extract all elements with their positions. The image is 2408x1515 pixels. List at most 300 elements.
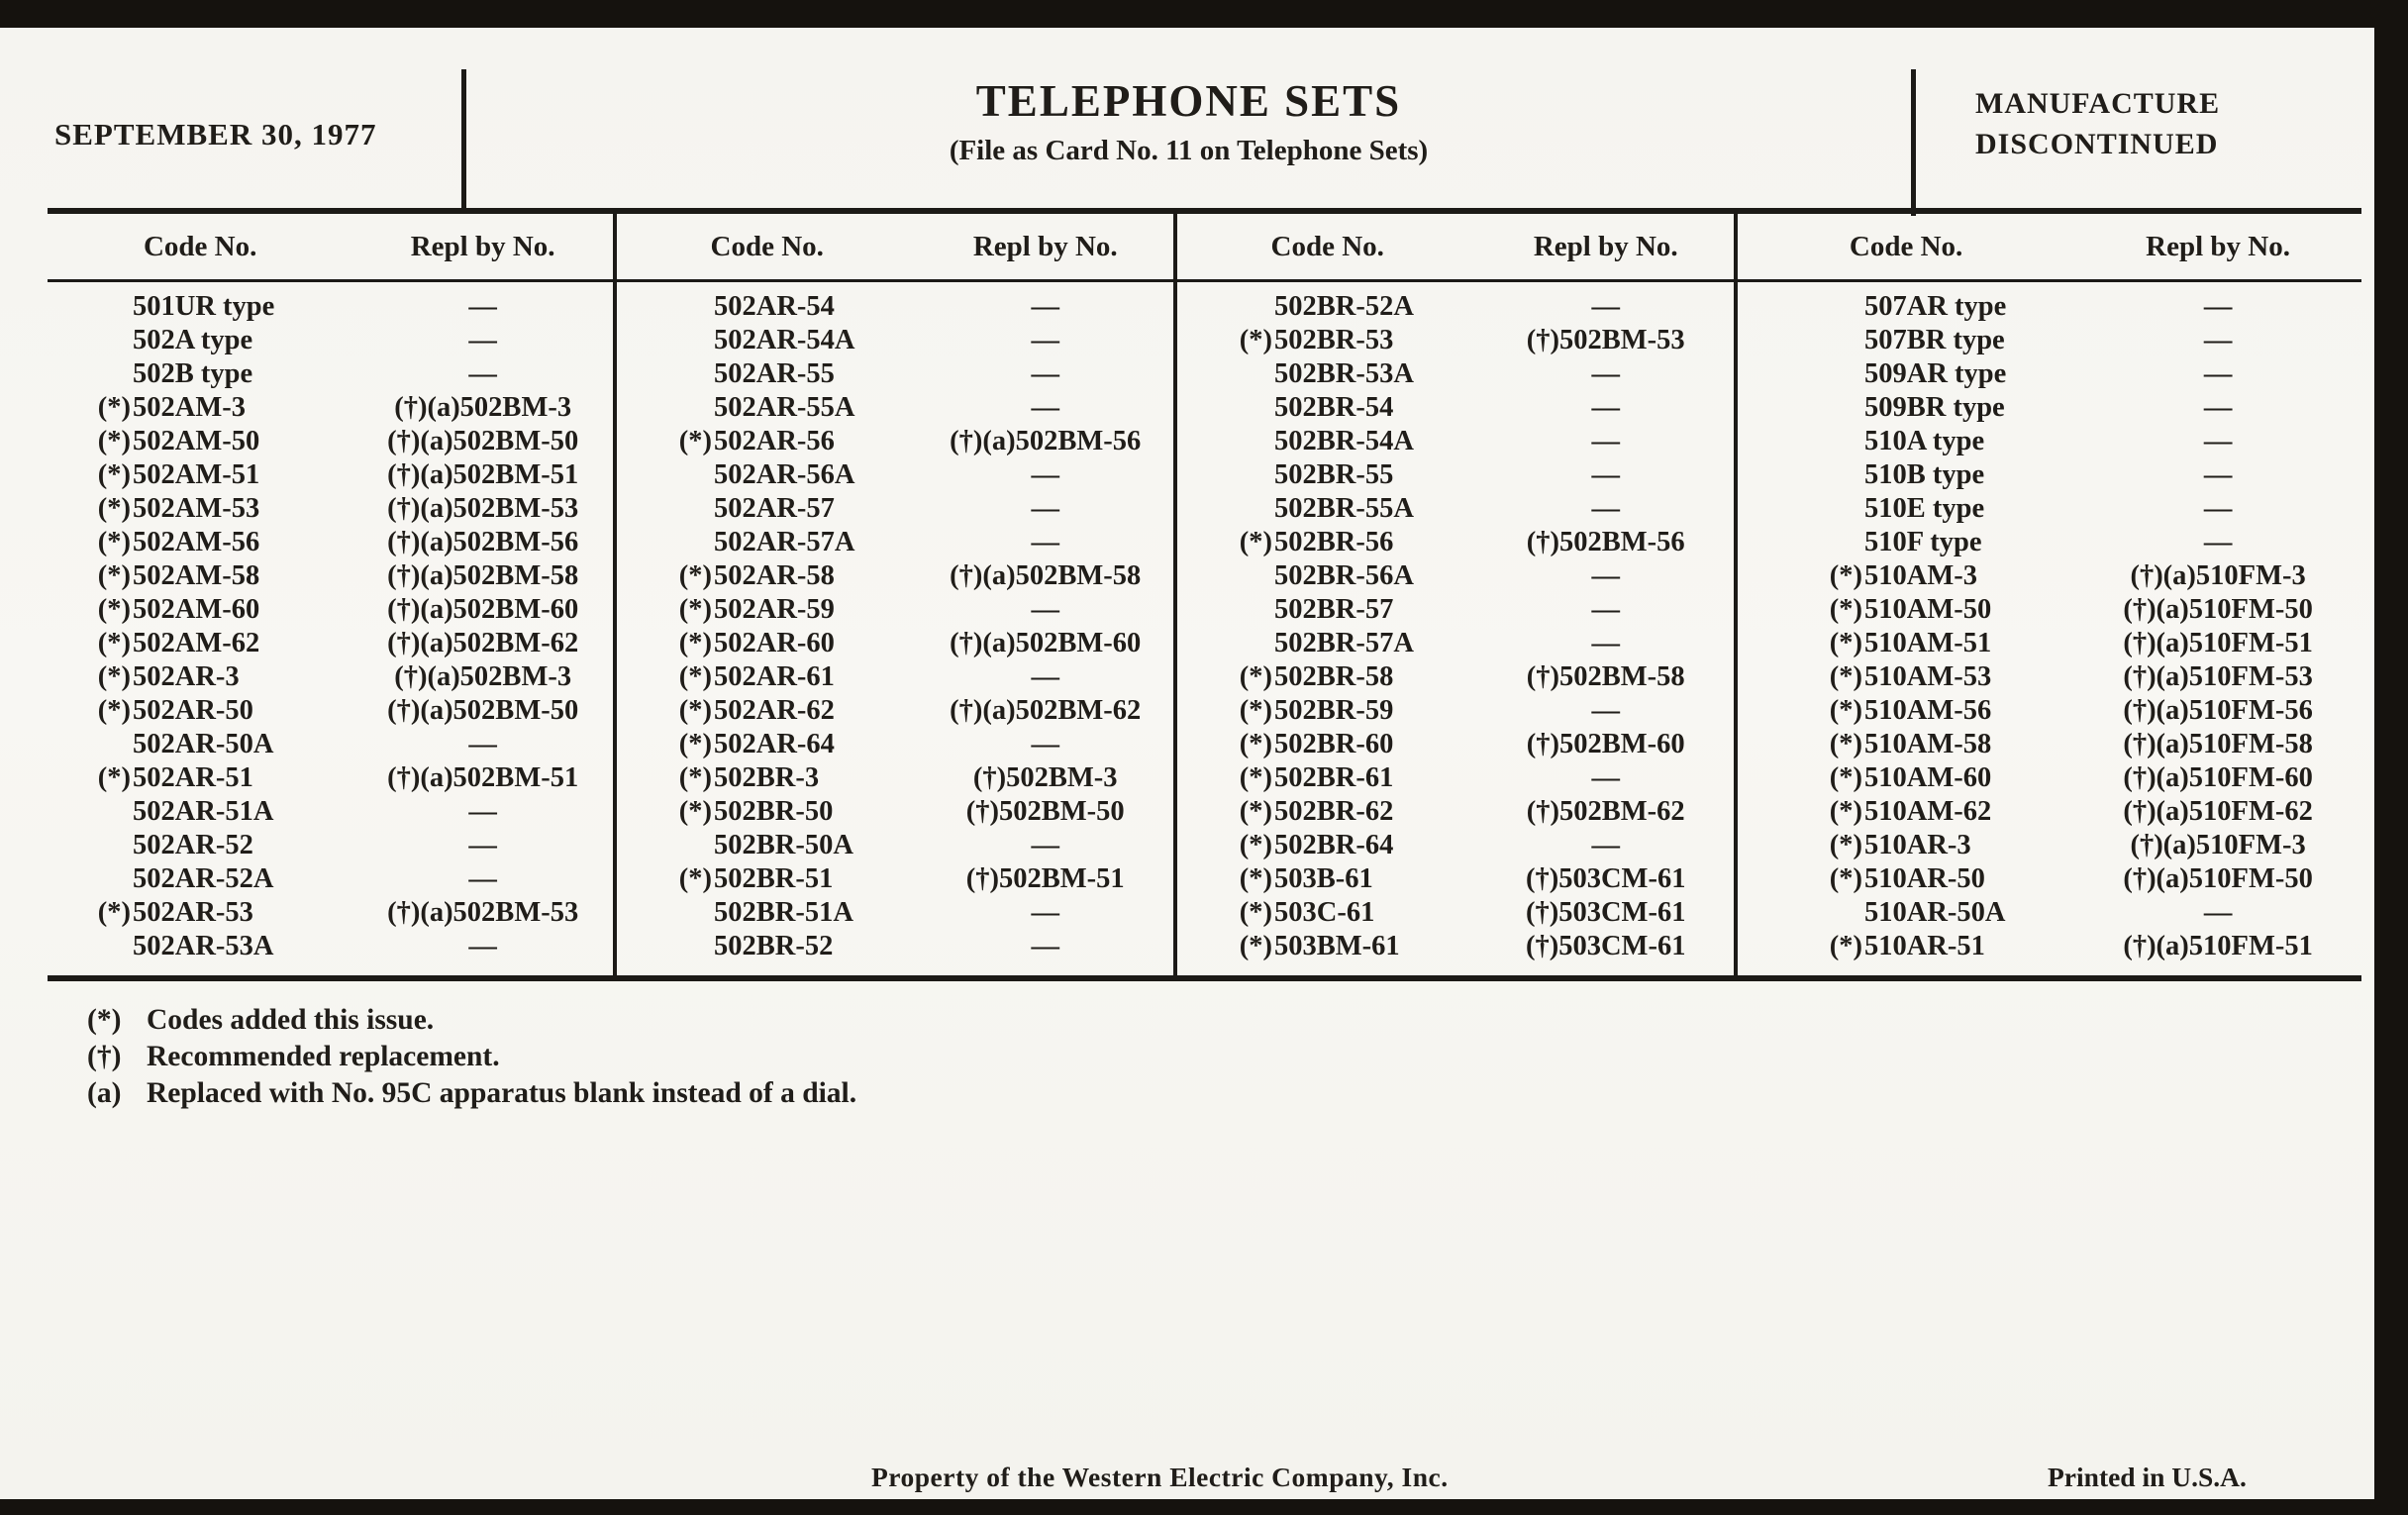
code-number: 510AM-60 xyxy=(1864,762,1992,793)
code-cell xyxy=(1177,291,1477,323)
code-prefix: (*) xyxy=(97,527,131,557)
repl-cell: (†)(a)510FM-53 xyxy=(2123,661,2313,692)
code-number: 509BR type xyxy=(1864,392,2005,423)
repl-cell: — xyxy=(1591,426,1620,456)
code-prefix xyxy=(48,796,131,828)
code-cell xyxy=(48,527,352,558)
table-row xyxy=(48,425,613,458)
code-number: 502AR-57 xyxy=(714,493,835,524)
column-header-code: Code No. xyxy=(710,230,824,262)
code-cell xyxy=(48,830,352,861)
property-notice: Property of the Western Electric Company, Inc. xyxy=(871,1462,1449,1492)
code-cell xyxy=(617,426,917,457)
code-prefix: (*) xyxy=(1239,325,1272,355)
table-row xyxy=(617,593,1173,627)
repl-cell: (†)(a)502BM-51 xyxy=(387,762,579,793)
repl-cell: (†)(a)502BM-56 xyxy=(950,426,1142,456)
code-cell xyxy=(617,459,917,491)
code-cell xyxy=(1177,931,1477,962)
code-number: 502A type xyxy=(133,325,253,355)
code-number: 502AR-61 xyxy=(714,661,835,692)
repl-cell: (†)502BM-53 xyxy=(1526,325,1685,355)
code-prefix xyxy=(1738,358,1862,390)
table-row xyxy=(617,324,1173,357)
table-row xyxy=(48,694,613,728)
code-cell xyxy=(617,527,917,558)
table-row xyxy=(1177,694,1734,728)
code-number: 510AR-3 xyxy=(1864,830,1971,860)
repl-cell: — xyxy=(1031,291,1059,322)
code-cell xyxy=(48,560,352,592)
code-number: 502AR-59 xyxy=(714,594,835,625)
code-prefix: (*) xyxy=(97,426,131,456)
code-prefix xyxy=(617,392,712,424)
code-number: 502BR-53A xyxy=(1274,358,1414,389)
code-number: 502AM-3 xyxy=(133,392,246,423)
repl-cell: — xyxy=(1591,594,1620,625)
table-row xyxy=(1738,862,2361,896)
code-cell xyxy=(1738,863,2074,895)
code-cell xyxy=(1738,695,2074,727)
code-number: 510B type xyxy=(1864,459,1985,490)
code-cell xyxy=(617,628,917,659)
code-cell xyxy=(617,560,917,592)
code-prefix xyxy=(1738,897,1862,929)
code-number: 502BR-55 xyxy=(1274,459,1394,490)
code-number: 502AR-52A xyxy=(133,863,274,894)
repl-cell: — xyxy=(1031,897,1059,928)
table-row xyxy=(617,862,1173,896)
footnote-text: Replaced with No. 95C apparatus blank instead of a dial. xyxy=(147,1077,857,1109)
table-body xyxy=(48,282,613,975)
code-cell xyxy=(1177,459,1477,491)
repl-cell: — xyxy=(468,358,497,389)
table-body xyxy=(1738,282,2361,975)
code-prefix: (*) xyxy=(678,594,712,625)
table-row xyxy=(617,829,1173,862)
repl-cell: — xyxy=(1591,762,1620,793)
table-body xyxy=(1177,282,1734,975)
code-prefix: (*) xyxy=(97,493,131,524)
code-cell xyxy=(48,661,352,693)
code-number: 510AM-58 xyxy=(1864,729,1992,759)
table-row xyxy=(617,694,1173,728)
table-row xyxy=(1738,526,2361,559)
table-row xyxy=(48,795,613,829)
footnote-text: Codes added this issue. xyxy=(147,1004,435,1036)
table-row xyxy=(48,559,613,593)
repl-cell: — xyxy=(1591,560,1620,591)
table-row xyxy=(48,930,613,963)
repl-cell: (†)(a)502BM-51 xyxy=(387,459,579,490)
table-row xyxy=(48,829,613,862)
repl-cell: — xyxy=(2203,291,2233,322)
header-title-block xyxy=(466,75,1911,167)
table-row xyxy=(48,728,613,761)
code-number: 510A type xyxy=(1864,426,1985,456)
table-group xyxy=(1738,214,2361,975)
code-number: 502AR-51 xyxy=(133,762,253,793)
code-number: 502AR-52 xyxy=(133,830,253,860)
code-prefix: (*) xyxy=(1239,762,1272,793)
code-cell xyxy=(1177,392,1477,424)
table-row xyxy=(1177,593,1734,627)
table-row xyxy=(48,458,613,492)
code-prefix xyxy=(1177,459,1272,491)
code-cell xyxy=(617,392,917,424)
code-number: 502BR-55A xyxy=(1274,493,1414,524)
code-prefix: (*) xyxy=(1829,796,1862,827)
code-number: 502AM-53 xyxy=(133,493,260,524)
code-number: 502AR-54A xyxy=(714,325,855,355)
code-cell xyxy=(617,325,917,356)
code-cell xyxy=(1177,762,1477,794)
repl-cell: (†)502BM-58 xyxy=(1526,661,1685,692)
header-divider-right xyxy=(1911,69,1916,216)
table-row xyxy=(1177,458,1734,492)
code-prefix xyxy=(48,358,131,390)
code-cell xyxy=(48,493,352,525)
code-prefix: (*) xyxy=(97,695,131,726)
repl-cell: — xyxy=(468,729,497,759)
repl-cell: — xyxy=(1591,459,1620,490)
repl-cell: — xyxy=(2203,527,2233,557)
repl-cell: — xyxy=(1591,695,1620,726)
table-row xyxy=(1177,526,1734,559)
table-group xyxy=(617,214,1177,975)
code-cell xyxy=(1177,897,1477,929)
code-number: 502BR-64 xyxy=(1274,830,1394,860)
table-row xyxy=(48,862,613,896)
status-label xyxy=(1975,83,2220,164)
table-row xyxy=(1738,425,2361,458)
code-number: 502BR-56A xyxy=(1274,560,1414,591)
column-header-repl: Repl by No. xyxy=(410,230,555,262)
code-cell xyxy=(617,358,917,390)
code-prefix: (*) xyxy=(1239,830,1272,860)
code-cell xyxy=(1738,325,2074,356)
repl-cell: (†)(a)502BM-53 xyxy=(387,897,579,928)
table-header-row xyxy=(617,214,1173,282)
code-prefix: (*) xyxy=(1829,560,1862,591)
code-prefix: (*) xyxy=(678,729,712,759)
code-cell xyxy=(1738,358,2074,390)
code-prefix: (*) xyxy=(97,628,131,658)
repl-cell: (†)(a)502BM-60 xyxy=(387,594,579,625)
code-cell xyxy=(48,931,352,962)
table-row xyxy=(617,357,1173,391)
repl-cell: — xyxy=(1031,358,1059,389)
code-prefix xyxy=(1177,392,1272,424)
repl-cell: (†)502BM-51 xyxy=(965,863,1125,894)
code-number: 510AR-50 xyxy=(1864,863,1985,894)
footnote-item xyxy=(87,1075,856,1112)
table-row xyxy=(617,425,1173,458)
code-prefix xyxy=(1177,291,1272,323)
code-prefix xyxy=(617,493,712,525)
table-row xyxy=(48,526,613,559)
code-prefix: (*) xyxy=(1829,729,1862,759)
table-row xyxy=(1177,761,1734,795)
code-number: 510AM-50 xyxy=(1864,594,1992,625)
code-number: 502AM-62 xyxy=(133,628,260,658)
repl-cell: (†)502BM-62 xyxy=(1526,796,1685,827)
code-cell xyxy=(1177,863,1477,895)
code-number: 502AR-53A xyxy=(133,931,274,961)
repl-cell: — xyxy=(2203,459,2233,490)
code-cell xyxy=(48,729,352,760)
code-number: 502BR-54 xyxy=(1274,392,1394,423)
code-cell xyxy=(1177,426,1477,457)
table-group xyxy=(48,214,617,975)
code-prefix: (*) xyxy=(1239,863,1272,894)
code-cell xyxy=(48,594,352,626)
code-number: 502BR-62 xyxy=(1274,796,1394,827)
table-row xyxy=(617,660,1173,694)
repl-cell: (†)(a)510FM-58 xyxy=(2123,729,2313,759)
repl-cell: — xyxy=(1031,729,1059,759)
footnote-mark: (†) xyxy=(87,1041,122,1072)
code-cell xyxy=(1738,796,2074,828)
table-header-row xyxy=(1738,214,2361,282)
code-number: 502AR-57A xyxy=(714,527,855,557)
status-line-2: DISCONTINUED xyxy=(1975,128,2219,160)
code-prefix xyxy=(48,729,131,760)
code-number: 510AM-3 xyxy=(1864,560,1977,591)
code-prefix: (*) xyxy=(97,392,131,423)
repl-cell: (†)(a)502BM-50 xyxy=(387,695,579,726)
code-number: 510F type xyxy=(1864,527,1982,557)
repl-cell: — xyxy=(1031,661,1059,692)
table-row xyxy=(1738,492,2361,526)
code-cell xyxy=(617,729,917,760)
code-cell xyxy=(1738,291,2074,323)
footnote-mark: (*) xyxy=(87,1004,122,1036)
code-cell xyxy=(48,863,352,895)
code-prefix xyxy=(1738,527,1862,558)
code-number: 502BR-54A xyxy=(1274,426,1414,456)
table-row xyxy=(617,896,1173,930)
column-header-repl: Repl by No. xyxy=(972,230,1118,262)
repl-cell: — xyxy=(1031,392,1059,423)
code-cell xyxy=(1738,392,2074,424)
code-prefix xyxy=(617,325,712,356)
footnote-text: Recommended replacement. xyxy=(147,1041,500,1072)
table-row xyxy=(1177,391,1734,425)
table-row xyxy=(1738,761,2361,795)
repl-cell: (†)(a)510FM-51 xyxy=(2123,628,2313,658)
issue-date: SEPTEMBER 30, 1977 xyxy=(54,117,377,152)
code-cell xyxy=(1177,695,1477,727)
code-prefix: (*) xyxy=(1239,695,1272,726)
code-prefix: (*) xyxy=(97,459,131,490)
table-row xyxy=(48,593,613,627)
table-row xyxy=(1738,357,2361,391)
column-header-repl: Repl by No. xyxy=(1533,230,1678,262)
code-prefix: (*) xyxy=(678,762,712,793)
code-number: 510AR-51 xyxy=(1864,931,1985,961)
code-number: 502AR-54 xyxy=(714,291,835,322)
repl-cell: — xyxy=(468,830,497,860)
table-group xyxy=(1177,214,1738,975)
repl-cell: (†)(a)502BM-3 xyxy=(394,392,572,423)
table-row xyxy=(617,526,1173,559)
table-row xyxy=(1738,896,2361,930)
repl-cell: — xyxy=(2203,426,2233,456)
code-number: 502BR-53 xyxy=(1274,325,1394,355)
code-number: 502AR-3 xyxy=(133,661,240,692)
code-prefix xyxy=(1177,628,1272,659)
repl-cell: — xyxy=(2203,392,2233,423)
code-prefix: (*) xyxy=(97,661,131,692)
code-cell xyxy=(1177,594,1477,626)
code-cell xyxy=(48,358,352,390)
code-prefix xyxy=(48,830,131,861)
table-header-row xyxy=(48,214,613,282)
table-row xyxy=(1738,391,2361,425)
repl-cell: (†)(a)502BM-56 xyxy=(387,527,579,557)
code-number: 503C-61 xyxy=(1274,897,1375,928)
code-cell xyxy=(48,459,352,491)
code-number: 502BR-56 xyxy=(1274,527,1394,557)
code-prefix xyxy=(617,527,712,558)
code-cell xyxy=(1738,527,2074,558)
code-prefix xyxy=(1177,426,1272,457)
code-cell xyxy=(1738,661,2074,693)
code-number: 510AR-50A xyxy=(1864,897,2006,928)
code-prefix: (*) xyxy=(1829,762,1862,793)
code-prefix xyxy=(48,325,131,356)
code-cell xyxy=(1738,426,2074,457)
code-prefix xyxy=(617,459,712,491)
code-prefix: (*) xyxy=(1239,897,1272,928)
table-row xyxy=(1177,627,1734,660)
page-title: TELEPHONE SETS xyxy=(975,76,1402,126)
code-prefix: (*) xyxy=(1829,830,1862,860)
table-row xyxy=(48,324,613,357)
code-cell xyxy=(1177,493,1477,525)
code-prefix xyxy=(617,830,712,861)
code-cell xyxy=(1177,796,1477,828)
table-body xyxy=(617,282,1173,975)
code-number: 502AM-56 xyxy=(133,527,260,557)
table-row xyxy=(48,492,613,526)
repl-cell: — xyxy=(1591,392,1620,423)
code-number: 502B type xyxy=(133,358,253,389)
table-row xyxy=(1177,290,1734,324)
footnotes xyxy=(87,1002,856,1112)
table-row xyxy=(48,290,613,324)
table-row xyxy=(1738,458,2361,492)
code-prefix xyxy=(617,358,712,390)
repl-cell: — xyxy=(2203,493,2233,524)
repl-cell: (†)(a)502BM-3 xyxy=(394,661,572,692)
repl-cell: (†)502BM-56 xyxy=(1526,527,1685,557)
code-cell xyxy=(48,762,352,794)
repl-cell: (†)(a)510FM-51 xyxy=(2123,931,2313,961)
table-row xyxy=(1738,324,2361,357)
code-number: 502AR-56 xyxy=(714,426,835,456)
code-cell xyxy=(617,796,917,828)
code-number: 502BR-3 xyxy=(714,762,820,793)
table-row xyxy=(1738,829,2361,862)
table-row xyxy=(1177,829,1734,862)
code-prefix: (*) xyxy=(1829,931,1862,961)
code-number: 502BR-50A xyxy=(714,830,853,860)
table-row xyxy=(617,795,1173,829)
code-prefix: (*) xyxy=(97,594,131,625)
code-cell xyxy=(1177,358,1477,390)
table-row xyxy=(617,492,1173,526)
repl-cell: (†)503CM-61 xyxy=(1525,897,1686,928)
code-number: 502AR-50 xyxy=(133,695,253,726)
repl-cell: (†)(a)502BM-53 xyxy=(387,493,579,524)
code-number: 502BR-61 xyxy=(1274,762,1394,793)
code-prefix: (*) xyxy=(678,426,712,456)
table-row xyxy=(617,930,1173,963)
footnote-mark: (a) xyxy=(87,1077,122,1109)
code-number: 502BR-57 xyxy=(1274,594,1394,625)
repl-cell: (†)502BM-50 xyxy=(965,796,1125,827)
code-prefix: (*) xyxy=(97,560,131,591)
code-prefix: (*) xyxy=(1239,796,1272,827)
code-prefix: (*) xyxy=(97,762,131,793)
code-cell xyxy=(1177,527,1477,558)
code-number: 502AR-62 xyxy=(714,695,835,726)
code-prefix xyxy=(617,931,712,962)
code-number: 510AM-62 xyxy=(1864,796,1992,827)
code-prefix xyxy=(48,863,131,895)
repl-cell: (†)(a)510FM-62 xyxy=(2123,796,2313,827)
code-cell xyxy=(1177,830,1477,861)
repl-cell: (†)(a)502BM-60 xyxy=(950,628,1142,658)
code-cell xyxy=(617,291,917,323)
code-cell xyxy=(48,426,352,457)
code-cell xyxy=(48,897,352,929)
repl-cell: — xyxy=(468,931,497,961)
table-row xyxy=(1177,896,1734,930)
code-prefix: (*) xyxy=(97,897,131,928)
code-prefix xyxy=(1738,392,1862,424)
table-row xyxy=(1738,290,2361,324)
code-cell xyxy=(48,796,352,828)
code-prefix: (*) xyxy=(1239,661,1272,692)
code-prefix xyxy=(48,931,131,962)
code-number: 509AR type xyxy=(1864,358,2007,389)
code-number: 502BR-60 xyxy=(1274,729,1394,759)
code-number: 502BR-52 xyxy=(714,931,834,961)
column-header-repl: Repl by No. xyxy=(2146,230,2290,262)
repl-cell: (†)(a)502BM-58 xyxy=(950,560,1142,591)
code-prefix xyxy=(617,291,712,323)
repl-cell: (†)(a)510FM-3 xyxy=(2130,830,2306,860)
code-cell xyxy=(48,325,352,356)
code-number: 502AR-58 xyxy=(714,560,835,591)
code-number: 502BR-50 xyxy=(714,796,834,827)
code-cell xyxy=(617,594,917,626)
repl-cell: — xyxy=(1591,830,1620,860)
code-number: 503BM-61 xyxy=(1274,931,1400,961)
repl-cell: — xyxy=(2203,325,2233,355)
code-prefix: (*) xyxy=(1239,931,1272,961)
footnote-item xyxy=(87,1039,856,1075)
code-prefix xyxy=(1738,426,1862,457)
repl-cell: (†)(a)502BM-58 xyxy=(387,560,579,591)
repl-cell: (†)(a)502BM-62 xyxy=(387,628,579,658)
code-prefix: (*) xyxy=(1829,661,1862,692)
repl-cell: (†)(a)502BM-62 xyxy=(950,695,1142,726)
table-row xyxy=(1738,694,2361,728)
